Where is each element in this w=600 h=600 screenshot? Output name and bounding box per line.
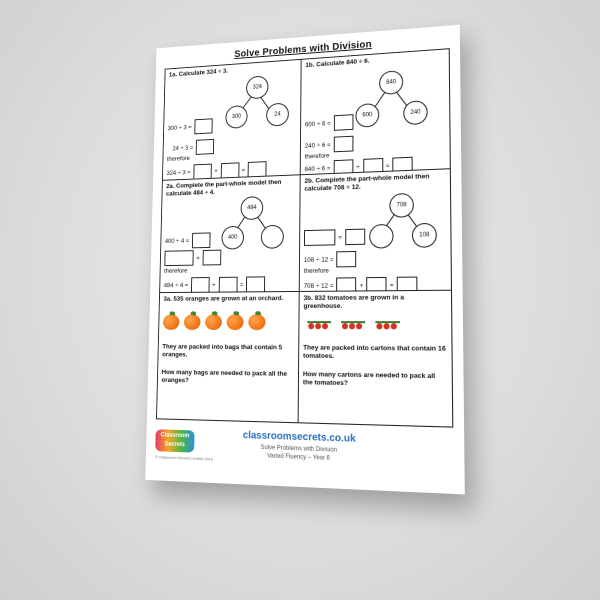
orange-icon [205, 314, 222, 330]
tomato-vine-icon [341, 320, 365, 332]
orange-icon [226, 314, 243, 330]
answer-box[interactable] [345, 229, 365, 246]
whole-circle: 708 [389, 193, 414, 218]
question-3b-detail: They are packed into cartons that contain 16 tomatoes. [303, 344, 446, 361]
part-circle-blank[interactable] [369, 224, 393, 249]
plus-sign: + [356, 163, 360, 171]
answer-box[interactable] [194, 118, 212, 134]
therefore-label: therefore [164, 267, 188, 275]
equation-label: 840 ÷ 6 = [304, 164, 331, 173]
part-circle: 240 [403, 100, 428, 125]
therefore-label: therefore [304, 152, 330, 161]
equals-sign: = [385, 162, 390, 170]
equals-sign: = [196, 254, 200, 262]
answer-box[interactable] [336, 277, 356, 292]
question-2a [160, 175, 301, 293]
question-3a-prompt: 3a. 535 oranges are grown at an orchard. [163, 295, 284, 303]
part-circle: 24 [266, 102, 289, 126]
question-3b-ask: How many cartons are needed to pack all the tomatoes? [302, 370, 436, 388]
answer-box[interactable] [366, 277, 386, 292]
question-grid [156, 48, 453, 427]
whole-circle: 324 [246, 75, 269, 99]
question-1a-prompt: 1a. Calculate 324 ÷ 3. [168, 67, 229, 79]
plus-sign: + [212, 281, 216, 289]
answer-box[interactable] [248, 161, 267, 177]
question-3a-ask: How many bags are needed to pack all the oranges? [161, 369, 287, 385]
classroom-secrets-logo: Classroom Secrets [155, 429, 194, 452]
question-3b [299, 291, 453, 427]
plus-sign: + [214, 167, 218, 175]
orange-icon [184, 314, 201, 330]
therefore-label: therefore [166, 155, 190, 163]
answer-box[interactable] [220, 162, 239, 178]
equation-label: 24 ÷ 3 = [172, 144, 194, 152]
plus-sign: + [359, 281, 364, 289]
answer-box[interactable] [191, 277, 210, 293]
question-2a-prompt: 2a. Complete the part-whole model then calculate 484 ÷ 4. [165, 178, 282, 198]
equals-sign: = [389, 281, 394, 289]
answer-box[interactable] [304, 229, 335, 246]
answer-box[interactable] [334, 136, 354, 153]
equals-sign: = [338, 233, 343, 241]
answer-box[interactable] [202, 250, 221, 266]
equation-label: 240 ÷ 6 = [304, 141, 331, 150]
answer-box[interactable] [196, 139, 214, 155]
question-2b [300, 169, 451, 292]
answer-box[interactable] [193, 164, 211, 180]
footer-topic: Solve Problems with Division [260, 444, 338, 454]
therefore-label: therefore [303, 267, 329, 275]
equation-label: 324 ÷ 3 = [166, 168, 191, 177]
part-circle-blank[interactable] [261, 225, 284, 249]
copyright-text: © Classroom Secrets Limited 2018 [155, 454, 213, 462]
orange-icon [163, 314, 180, 330]
answer-box[interactable] [397, 277, 418, 292]
equation-label: 484 ÷ 4 = [163, 281, 189, 289]
worksheet-title: Solve Problems with Division [234, 39, 372, 60]
part-circle: 600 [355, 103, 379, 128]
answer-box[interactable] [334, 114, 354, 131]
answer-box[interactable] [164, 250, 193, 266]
question-1a [163, 60, 302, 181]
website-url[interactable]: classroomsecrets.co.uk [242, 429, 356, 445]
part-circle: 108 [412, 223, 437, 248]
equals-sign: = [241, 166, 246, 174]
equals-sign: = [239, 281, 244, 288]
footer-level: Varied Fluency – Year 6 [267, 453, 331, 462]
question-1b-prompt: 1b. Calculate 840 ÷ 6. [305, 57, 370, 70]
question-3b-prompt: 3b. 832 tomatoes are grown in a greenhouse. [303, 294, 405, 311]
equation-label: 400 ÷ 4 = [164, 237, 190, 245]
oranges-illustration [163, 314, 266, 330]
tomato-vine-icon [307, 320, 331, 332]
equation-label: 300 ÷ 3 = [167, 123, 192, 132]
question-2b-prompt: 2b. Complete the part-whole model then calculate 708 ÷ 12. [304, 173, 430, 193]
answer-box[interactable] [337, 251, 357, 267]
answer-box[interactable] [246, 276, 265, 292]
tomato-vine-icon [375, 320, 400, 332]
part-circle: 400 [221, 226, 244, 250]
equation-label: 108 ÷ 12 = [303, 255, 334, 264]
equation-label: 708 ÷ 12 = [303, 282, 334, 290]
part-circle: 300 [225, 105, 247, 129]
equation-label: 600 ÷ 6 = [304, 119, 331, 128]
worksheet-footer [155, 423, 454, 475]
whole-circle: 484 [240, 196, 263, 220]
tomatoes-illustration [307, 320, 400, 332]
question-3a-detail: They are packed into bags that contain 5 oranges. [162, 343, 283, 359]
whole-circle: 840 [379, 70, 403, 95]
question-1b [301, 49, 450, 175]
answer-box[interactable] [218, 277, 237, 293]
answer-box[interactable] [192, 232, 211, 248]
worksheet [145, 25, 464, 495]
orange-icon [248, 314, 265, 330]
question-3a [157, 292, 300, 422]
